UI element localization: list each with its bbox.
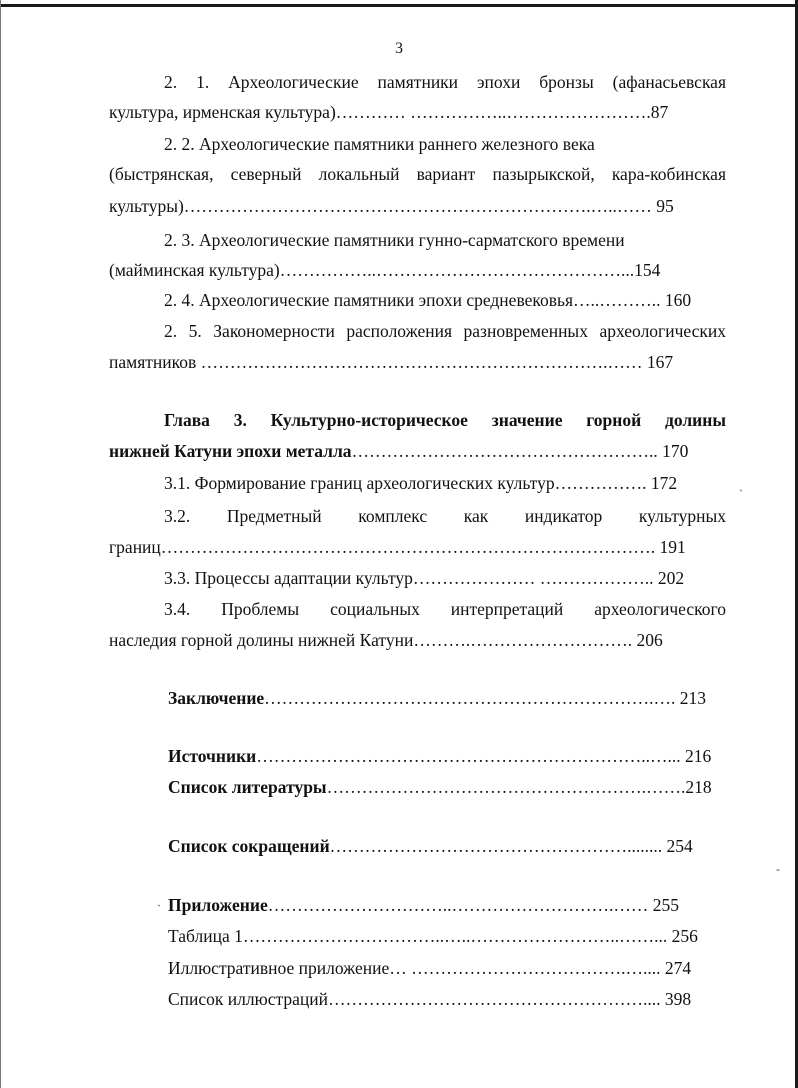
toc-2-1-line-2: культура, ирменская культура)………… ……………..…………………….87 [109,102,669,122]
toc-3-2-line-2: границ…………………………………………………………………………. 191 [109,537,686,557]
scan-speck: ˎ [157,893,161,907]
toc-literature [168,776,712,798]
toc-2-3-line-2: (майминская культура)……………..……………………………………...154 [109,260,661,280]
chapter-3-page: …………………………………………….. 170 [351,441,689,461]
chapter-3-title-bold: нижней Катуни эпохи металла [109,441,352,461]
toc-2-3-line-1: 2. 3. Археологические памятники гунно-сарматского времени [164,230,625,250]
conclusion-label: Заключение [168,688,265,708]
toc-3-4-line-1: 3.4. Проблемы социальных интерпретаций археологического [164,599,726,619]
toc-3-2-line-1: 3.2. Предметный комплекс как индикатор культурных [164,506,726,526]
toc-appendix [168,894,679,916]
toc-2-1-line-1: 2. 1. Археологические памятники эпохи бронзы (афанасьевская [164,72,726,92]
toc-illustration-list: Список иллюстраций……………………………………………….... 398 [168,989,692,1009]
chapter-3-title-line-1: Глава 3. Культурно-историческое значение горной долины [164,410,726,430]
sources-page: …………………………………………………………..…... 216 [256,746,712,766]
toc-illustrative-appendix: Иллюстративное приложение… ……………………………….….... 274 [168,958,692,978]
appendix-label: Приложение [168,895,268,915]
toc-table-1: Таблица 1……………………………..…..……………………..……... 256 [168,926,698,946]
abbreviations-label: Список сокращений [168,836,330,856]
toc-2-2-line-1: 2. 2. Археологические памятники раннего железного века [164,134,595,154]
toc-2-2-line-2: (быстрянская, северный локальный вариант пазырыкской, кара-кобинская [109,164,726,184]
toc-3-4-line-2: наследия горной долины нижней Катуни……….………………………. 206 [109,630,663,650]
conclusion-page: ………………………………………………………….…. 213 [264,688,707,708]
page-number: 3 [395,40,403,57]
toc-2-5-line-2: памятников …………………………………………………………….…… 167 [109,352,674,372]
scan-border-left [0,0,1,1088]
chapter-3-title-line-2 [109,440,688,462]
toc-abbreviations [168,835,693,857]
scan-border-top [0,4,798,7]
appendix-page: …………………………..……………………….…… 255 [267,895,679,915]
toc-sources [168,745,711,767]
scan-speck: - [776,862,780,876]
toc-2-5-line-1: 2. 5. Закономерности расположения разновременных археологических [164,321,726,341]
toc-3-3: 3.3. Процессы адаптации культур………………… ……………….. 202 [164,568,685,588]
sources-label: Источники [168,746,257,766]
literature-label: Список литературы [168,777,327,797]
scan-speck: ˎ [739,478,743,492]
abbreviations-page: ……………………………………………........ 254 [329,836,693,856]
literature-page: ……………………………………………….…….218 [326,777,712,797]
toc-conclusion [168,687,706,709]
toc-2-2-line-3: культуры)…………………………………………………………….…..…… 95 [109,196,674,216]
toc-3-1: 3.1. Формирование границ археологических культур……………. 172 [164,473,678,493]
toc-2-4: 2. 4. Археологические памятники эпохи средневековья…..……….. 160 [164,290,692,310]
